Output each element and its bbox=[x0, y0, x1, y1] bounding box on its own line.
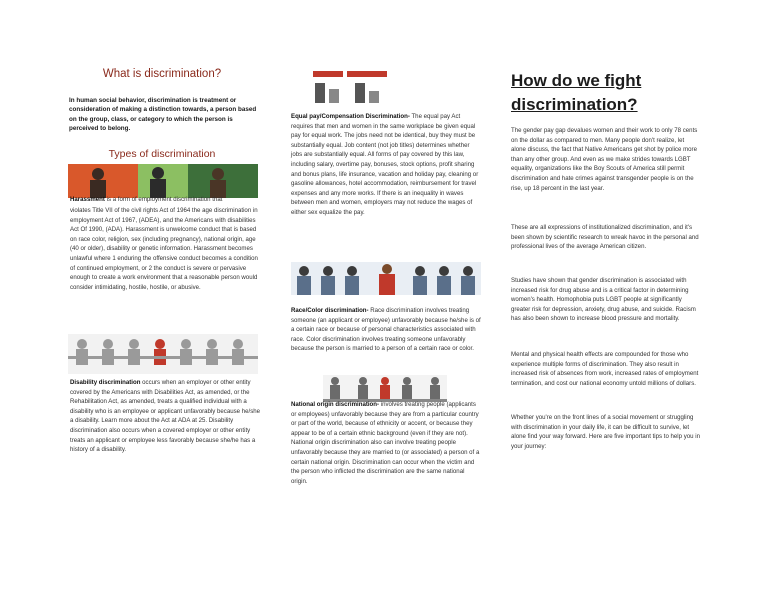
harassment-paragraph: violates Title VII of the civil rights Act of 1964 the age discrimination in employment Act of 1967, (ADEA), and the Americans with disabilities Act Of 1990, (ADA). Harassment is unwelcome conduct that is based on race color, religion, sex (including pregnancy), national origin, age (40 or older), disability or genetic information. Harassment becomes unlawful where 1 enduring the offensive conduct becomes a condition of continued employment, or 2 the conduct is severe or pervasive enough to create a work environment that a reasonable person would consider intimidating, hostile, hostile, or abusive. bbox=[70, 207, 258, 291]
section-title-what-is-discrimination: What is discrimination? bbox=[102, 68, 222, 80]
section-title-types: Types of discrimination bbox=[108, 148, 216, 160]
race-term: Race/Color discrimination- bbox=[291, 307, 369, 314]
national-origin-term: National origin discrimination- bbox=[291, 401, 380, 408]
disability-paragraph bbox=[70, 378, 262, 455]
national-origin-paragraph bbox=[291, 400, 482, 486]
seated-people-illustration bbox=[323, 375, 447, 402]
fight-paragraph-5: Whether you're on the front lines of a social movement or struggling with discrimination in your daily life, it can be difficult to survive, let alone find your way forward. Here are five important tips to help you in your journey: bbox=[511, 414, 701, 450]
fight-paragraph-2: These are all expressions of institutionalized discrimination, and it's been shown by scientific research to wreak havoc in the personal and professional lives of the average American citizen. bbox=[511, 224, 699, 251]
equal-pay-text: The equal pay Act requires that men and women in the same workplace be given equal pay for equal work. The jobs need not be identical, buy they must be substantially equal. Job content (not job titles) determines whether jobs are substantially equal. All forms of pay covered by this law, including salary, overtime pay, bonuses, stock options, profit sharing and bonus plans, life insurance, vacation and holiday pay, cleaning or gasoline allowances, hotel accommodation, reimbursement for travel expenses and any more works. If there is an inequality in waves between men and women, employers may not reduce the wages of either sex equalize the pay. bbox=[291, 113, 479, 216]
section-title-fight-discrimination: How do we fight discrimination? bbox=[511, 71, 642, 114]
harassment-image bbox=[68, 164, 258, 198]
fight-paragraph-1: The gender pay gap devalues women and their work to only 78 cents on the dollar as compared to men. Many people don't realize, let alone discuss, the fact that Native Americans get shot by police more than any other group. And even as we make strides towards LGBT equality, organizations like the Boy Scouts of America still permit discrimination and hate crimes against transgender people is on the rise, up 18 percent in the last year. bbox=[511, 127, 698, 192]
race-text: Race discrimination involves treating someone (an applicant or employee) unfavorably because he/she is of a certain race or because of personal characteristics associated with race. Color discrimination involves treating someone unfavorably because the person is married to a person of a certain race or color. bbox=[291, 307, 481, 353]
national-origin-image bbox=[323, 375, 447, 402]
race-paragraph bbox=[291, 306, 482, 354]
equal-pay-paragraph bbox=[291, 112, 482, 218]
fight-paragraph-3: Studies have shown that gender discrimination is associated with increased risk for drug abuse and is a critical factor in determining women's health. Homophobia puts LGBT people at significantly greater risk for depression, anxiety, drug abuse, and suicide. Racism has also been shown to increase blood pressure and mortality. bbox=[511, 277, 696, 323]
fight-paragraph-4: Mental and physical health effects are compounded for those who experience multiple forms of discrimination. They also result in increased risk of absences from work, increased rates of employment termination, and cost our national economy untold millions of dollars. bbox=[511, 351, 699, 387]
disability-image bbox=[68, 334, 258, 374]
harassment-overlay-text: is a form of employment discrimination that bbox=[106, 196, 223, 203]
intro-paragraph: In human social behavior, discrimination is treatment or consideration of making a distinction towards, a person based on the group, class, or category to which the person is perceived to belong. bbox=[69, 97, 257, 133]
job-applicants-illustration bbox=[291, 262, 481, 295]
harassment-term: Harassment bbox=[70, 196, 105, 203]
paper-people-illustration bbox=[68, 334, 258, 374]
equal-pay-image bbox=[311, 69, 391, 105]
harassment-overlay-line bbox=[70, 195, 260, 204]
race-image bbox=[291, 262, 481, 295]
disability-text: occurs when an employer or other entity covered by the Americans with Disabilities Act, as amended, or the Rehabilitation Act, as amended, treats a qualified individual with a disability who is an employee or applicant unfavorably because he/she a disability. Learn more about the Act at ADA at 25. Disability discrimination also occurs when a covered employer or other entity treats an applicant or employee less favorably because she/he has a history of a disability. bbox=[70, 379, 261, 454]
disability-term: Disability discrimination bbox=[70, 379, 141, 386]
equal-pay-illustration bbox=[311, 69, 391, 105]
national-origin-text: involves treating people (applicants or employees) unfavorably because they are from a particular country or part of the world, because of ethnicity or accent, or because they appear to be of a certain ethnic background (even if they are not). National origin discrimination also can involve treating people unfavorably because they are married to (or associated) a person of a certain national origin. Discrimination can occur when the victim and the person who inflicted the discrimination are the same national origin. bbox=[291, 401, 480, 485]
equal-pay-term: Equal pay/Compensation Discrimination- bbox=[291, 113, 410, 120]
harassment-illustration bbox=[68, 164, 258, 198]
